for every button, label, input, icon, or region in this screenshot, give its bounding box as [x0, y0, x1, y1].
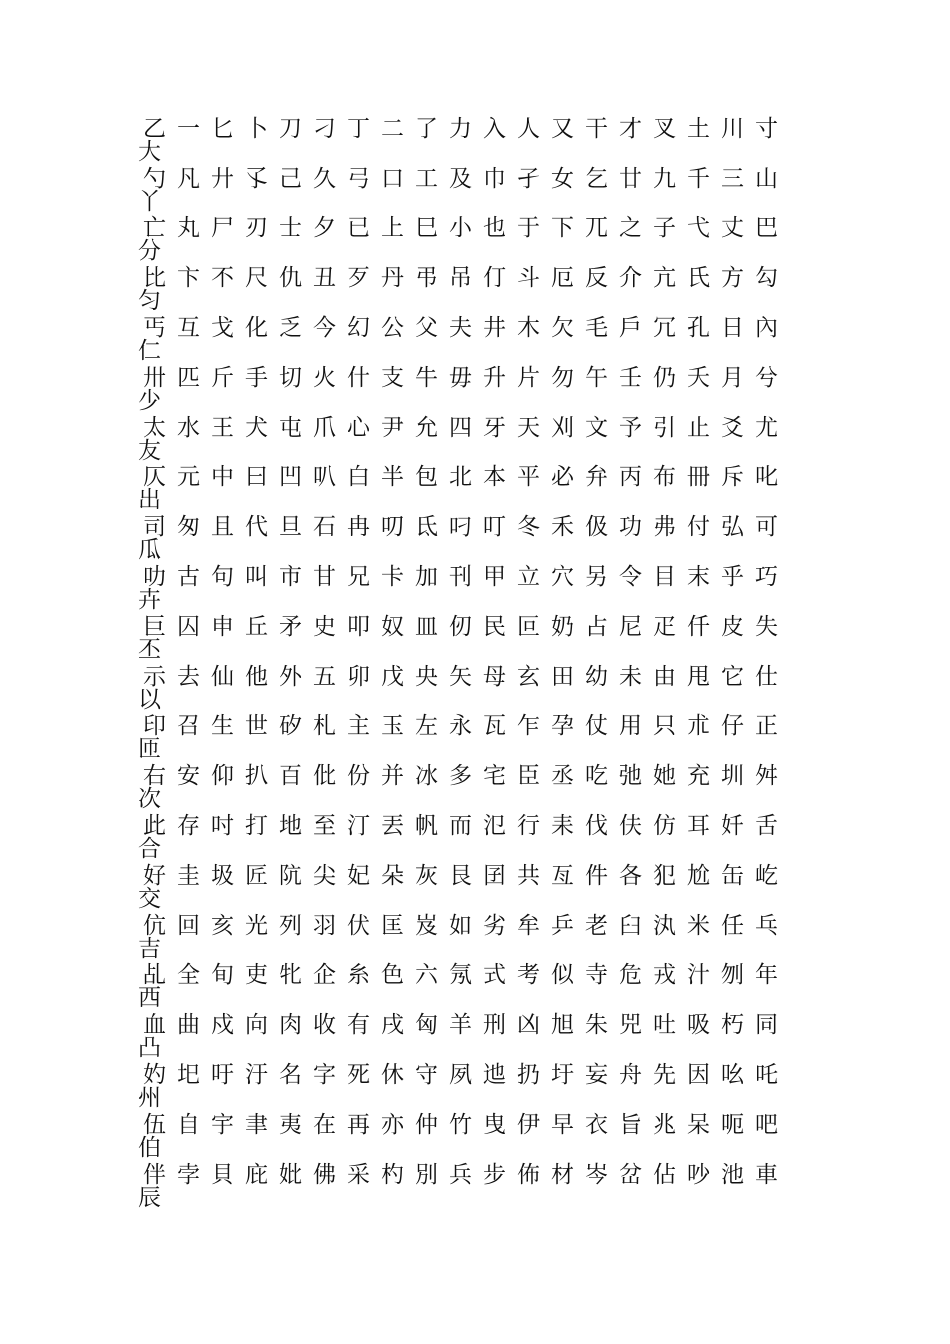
- character-line-12: 示去仙他外五卯戊央矢母玄田幼未由甩它仕以: [138, 663, 789, 713]
- character-line-15: 此存吋打地至汀丟帆而氾行耒伐伕仿耳奷舌合: [138, 813, 789, 863]
- character-row: [138, 664, 818, 714]
- character-row: [138, 1162, 818, 1212]
- character-line-11: 巨囚申丘矛史叩奴皿仞民叵奶占尼疋仟皮失丕: [138, 613, 789, 663]
- character-row: [138, 813, 818, 863]
- character-row: [138, 564, 818, 614]
- character-row: [138, 1012, 818, 1062]
- character-line-9: 司匆且代旦石冉叨氐叼叮冬禾伋功弗付弘可瓜: [138, 514, 789, 564]
- character-line-20: 妁圯吁汙名字死休守夙迆扔圩妄舟先因吆吒州: [138, 1062, 789, 1112]
- character-row: [138, 963, 818, 1013]
- character-line-6: 卅匹斤手切火什支牛毋升片勿午壬仍夭月兮少: [138, 364, 789, 414]
- character-line-14: 右安仰扒百仳份并冰多宅臣丞吃弛她充圳舛次: [138, 763, 789, 813]
- character-line-1: 乙一匕卜刀刁丁二了力入人又干才叉土川寸大: [138, 115, 789, 165]
- character-line-7: 太水王犬屯爪心尹允四牙天刈文予引止爻尤友: [138, 414, 789, 464]
- character-row: [138, 116, 818, 166]
- character-line-22: 伴孛貝庇妣佛采杓別兵步佈材岑岔佔吵池車辰: [138, 1161, 789, 1211]
- character-line-2: 勺凡廾孓己久弓口工及巾孑女乞廿九千三山丫: [138, 165, 789, 215]
- character-row: [138, 1112, 818, 1162]
- character-line-17: 伉回亥光列羽伏匡岌如劣牟乒老臼汍米任乓吉: [138, 912, 789, 962]
- character-row: [138, 166, 818, 216]
- character-row: [138, 415, 818, 465]
- character-row: [138, 863, 818, 913]
- character-line-5: 丐互戈化乏今幻公父夫井木欠毛戶冗孔日內仁: [138, 315, 789, 365]
- character-row: [138, 265, 818, 315]
- character-row: [138, 913, 818, 963]
- character-line-16: 好圭圾匠阬尖妃朵灰艮囝共亙件各犯尬缶屹交: [138, 862, 789, 912]
- character-line-8: 仄元中曰凹叭白半包北本平必弁丙布冊斥叱出: [138, 464, 789, 514]
- character-line-21: 伍自宇聿夷在再亦仲竹曳伊早衣旨兆呆呃吧伯: [138, 1111, 789, 1161]
- character-row: [138, 1062, 818, 1112]
- character-line-13: 印召生世矽札主玉左永瓦乍孕仗用只朮仔正匝: [138, 713, 789, 763]
- character-row: [138, 514, 818, 564]
- character-row: [138, 465, 818, 515]
- character-row: [138, 216, 818, 266]
- character-row: [138, 315, 818, 365]
- character-row: [138, 614, 818, 664]
- character-line-10: 叻古句叫市甘兄卡加刊甲立穴另令目末乎巧卉: [138, 564, 789, 614]
- character-line-19: 血曲戍向肉收有戌匈羊刑凶旭朱兕吐吸朽同凸: [138, 1012, 789, 1062]
- character-line-3: 亡丸尸刃士夕已上巳小也于下兀之子弋丈巴分: [138, 215, 789, 265]
- character-row: [138, 763, 818, 813]
- character-grid: [138, 116, 818, 1212]
- character-row: [138, 365, 818, 415]
- character-line-18: 乩全旬吏牝企糸色六氖式考似寺危戎汁刎年西: [138, 962, 789, 1012]
- character-row: [138, 714, 818, 764]
- character-line-4: 比卞不尺仇丑歹丹弔吊仃斗厄反介亢氏方勾匀: [138, 265, 789, 315]
